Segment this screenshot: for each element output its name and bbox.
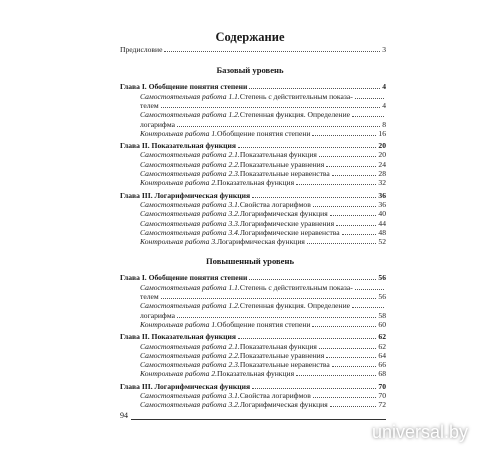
dot-leader [249, 81, 380, 89]
dot-leader [161, 100, 381, 108]
toc-page: 20 [378, 150, 386, 160]
toc-entry [140, 177, 386, 188]
dot-leader [313, 390, 377, 398]
toc-label: Глава I. Обобщение понятия степени [120, 82, 248, 92]
toc-entry-kind: Самостоятельная работа 3.2. [140, 209, 240, 219]
toc-entry-kind: Контрольная работа 3. [140, 237, 218, 247]
toc-entry-title: Свойства логарифмов [239, 199, 311, 209]
toc-entry-title: Показательная функция [217, 178, 295, 188]
dot-leader [312, 319, 376, 327]
toc-page: 70 [378, 391, 386, 400]
toc-entry-title: Логарифмические уравнения [239, 218, 335, 228]
toc-entry-kind: Контрольная работа 1. [140, 128, 218, 138]
toc-label: Глава III. Логарифмическая функция [120, 190, 251, 200]
page-title: Содержание [215, 30, 285, 44]
toc-page: 16 [378, 128, 386, 138]
toc-label: Глава II. Показательная функция [120, 332, 236, 342]
toc-page: 3 [382, 45, 386, 54]
toc-entry-title: Логарифмические неравенства [239, 227, 340, 237]
toc-entry-kind: Самостоятельная работа 3.2. [140, 400, 240, 410]
toc-entry-kind: Самостоятельная работа 2.1. [140, 341, 240, 351]
toc-entry-title: Свойства логарифмов [239, 391, 311, 400]
toc-entry-kind: Самостоятельная работа 3.1. [140, 199, 240, 209]
dot-leader [161, 291, 377, 299]
toc-page: 60 [378, 319, 386, 329]
toc-page: 64 [378, 350, 386, 360]
toc-entry [140, 319, 386, 330]
toc-entry-kind: Самостоятельная работа 2.2. [140, 159, 240, 169]
toc-entry-kind: Контрольная работа 1. [140, 319, 218, 329]
dot-leader [342, 227, 377, 235]
toc-entry-title: логарифма [140, 119, 175, 129]
toc-page: 24 [378, 159, 386, 169]
toc-label: Глава III. Логарифмическая функция [120, 381, 251, 391]
toc-label: Предисловие [120, 45, 163, 54]
toc-page: 4 [382, 82, 386, 92]
dot-leader [319, 149, 376, 157]
toc-preface [120, 44, 386, 55]
dot-leader [355, 91, 384, 99]
toc-page: 48 [378, 227, 386, 237]
toc-entry-title: Показательная функция [239, 150, 317, 160]
toc-page: 52 [378, 237, 386, 247]
toc-page: 66 [378, 360, 386, 370]
toc-page: 28 [378, 169, 386, 178]
toc-entry [140, 128, 386, 139]
toc-entry-title: Обобщение понятия степени [217, 319, 311, 329]
dot-leader [252, 381, 376, 389]
toc-page: 36 [378, 199, 386, 209]
toc-entry-kind: Самостоятельная работа 2.3. [140, 169, 240, 178]
toc-entry-kind: Самостоятельная работа 3.3. [140, 218, 240, 228]
toc-page: 70 [378, 381, 386, 391]
toc-page: 56 [378, 273, 386, 283]
dot-leader [296, 368, 376, 376]
toc-entry [140, 368, 386, 379]
toc-entry-title: Логарифмическая функция [239, 209, 328, 219]
toc-entry-title: Показательные уравнения [239, 159, 325, 169]
toc-page: 36 [378, 190, 386, 200]
toc-entry-kind: Самостоятельная работа 1.2. [140, 301, 240, 311]
dot-leader [330, 399, 377, 407]
toc-page: 32 [378, 178, 386, 188]
dot-leader [319, 341, 376, 349]
toc-page: 56 [378, 292, 386, 301]
toc-entry-kind: Самостоятельная работа 1.1. [140, 282, 240, 292]
toc-label: Глава I. Обобщение понятия степени [120, 273, 248, 283]
section-title: Базовый уровень [216, 65, 284, 76]
toc-page: 62 [378, 341, 386, 351]
toc-entry-title: Показательные уравнения [239, 350, 325, 360]
dot-leader [336, 218, 376, 226]
dot-leader [177, 119, 380, 127]
dot-leader [312, 128, 376, 136]
dot-leader [238, 331, 376, 339]
toc-entry-kind: Самостоятельная работа 2.3. [140, 360, 240, 370]
toc-entry-kind: Контрольная работа 2. [140, 178, 218, 188]
toc-page: 68 [378, 369, 386, 379]
toc-entry [140, 236, 386, 247]
toc-page: 8 [382, 119, 386, 129]
toc-entry-kind: Самостоятельная работа 3.1. [140, 391, 240, 400]
dot-leader [307, 236, 376, 244]
toc-entry-title: Степенная функция. Определение [239, 301, 351, 311]
dot-leader [330, 208, 377, 216]
toc-entry-title: логарифма [140, 310, 175, 320]
toc-entry [140, 399, 386, 410]
toc-page: 58 [378, 310, 386, 320]
dot-leader [332, 359, 377, 367]
toc-entry-title: Логарифмическая функция [217, 237, 305, 247]
section-title: Повышенный уровень [205, 256, 294, 267]
dot-leader [332, 168, 377, 176]
dot-leader [238, 140, 376, 148]
toc-page: 4 [382, 100, 386, 110]
dot-leader [352, 109, 384, 117]
toc-entry-kind: Самостоятельная работа 1.2. [140, 110, 240, 120]
toc-entry-title: Степенная функция. Определение [239, 110, 351, 120]
toc-entry-kind: Самостоятельная работа 2.1. [140, 150, 240, 160]
toc-entry-kind: Самостоятельная работа 3.4. [140, 227, 240, 237]
dot-leader [352, 300, 384, 308]
toc-page: 72 [378, 400, 386, 410]
toc-entry-title: Показательные неравенства [239, 169, 330, 178]
toc-page: 62 [378, 332, 386, 342]
toc-page: 44 [378, 218, 386, 228]
toc-entry-title: Показательная функция [217, 369, 295, 379]
toc-page: 40 [378, 209, 386, 219]
toc-label: Глава II. Показательная функция [120, 141, 236, 151]
toc-page: 20 [378, 141, 386, 151]
dot-leader [296, 177, 376, 185]
toc-entry-title: Логарифмическая функция [239, 400, 328, 410]
dot-leader [326, 350, 376, 358]
dot-leader [326, 159, 376, 167]
dot-leader [164, 44, 380, 52]
toc-entry-title: Степень с действительным показа- [239, 282, 353, 292]
dot-leader [252, 190, 376, 198]
toc-entry-title: телем [140, 100, 159, 110]
dot-leader [249, 272, 376, 280]
toc-entry-kind: Самостоятельная работа 1.1. [140, 91, 240, 101]
dot-leader [313, 199, 377, 207]
toc-entry-title: Степень с действительным показа- [239, 91, 353, 101]
toc-entry-title: Показательные неравенства [239, 360, 330, 370]
toc-entry-title: телем [140, 292, 159, 301]
dot-leader [177, 310, 376, 318]
dot-leader [355, 282, 384, 290]
toc-entry-title: Показательная функция [239, 341, 317, 351]
toc-entry-kind: Контрольная работа 2. [140, 369, 218, 379]
toc-entry-title: Обобщение понятия степени [217, 128, 311, 138]
toc-entry-kind: Самостоятельная работа 2.2. [140, 350, 240, 360]
watermark-logo: universal.by [371, 421, 469, 442]
page-number: 94 [120, 411, 128, 420]
